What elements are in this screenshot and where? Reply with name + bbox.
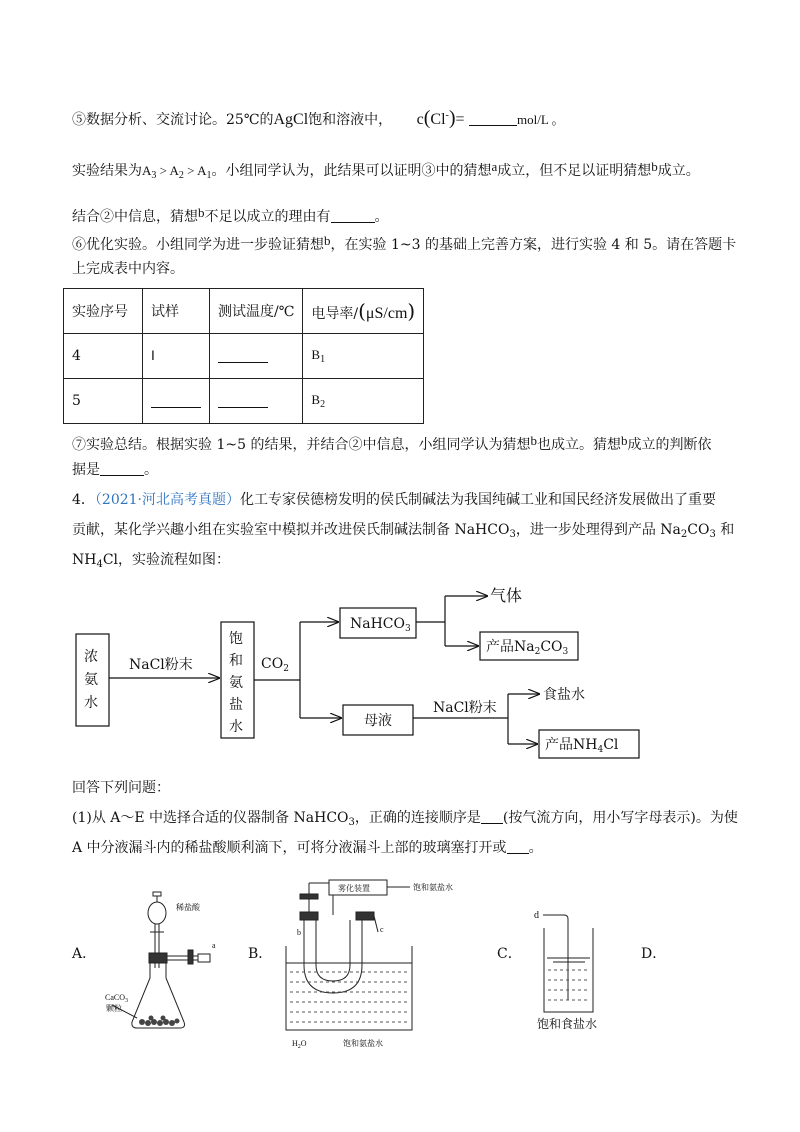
header-cell: 电导率/(μS/cm) <box>303 289 424 334</box>
q1-line2: A 中分液漏斗内的稀盐酸顺利滴下，可将分液漏斗上部的玻璃塞打开或 。 <box>72 840 543 856</box>
option-b-label[interactable]: B． <box>248 946 273 962</box>
brine-feed-label: 饱和氨盐水 <box>413 883 453 892</box>
port-a-label: a <box>212 941 216 950</box>
step5-line: ⑤数据分析、交流讨论。25℃的AgCl饱和溶液中， c(Cl-)= mol/L 。 <box>72 107 565 129</box>
product1-label: 产品$Na_2CO_3$ <box>486 639 569 657</box>
sat-char: 水 <box>229 719 243 735</box>
granule-label: 颗粒 <box>106 1004 122 1013</box>
q1-line1: (1)从 A～E 中选择合适的仪器制备 NaHCO$_3$，正确的连接顺序是 (按气流方向，用小写字母表示)。为使 <box>72 810 738 828</box>
result-line: 实验结果为$A_3 > A_2 > A_1$。小组同学认为，此结果可以证明③中的猜想a成立，但不足以证明猜想b成立。 <box>72 159 700 181</box>
header-cell: 测试温度/℃ <box>210 289 303 334</box>
table-row: 5 $B_2$ <box>64 379 424 424</box>
co2-label: $CO_2$ <box>261 656 289 674</box>
table-row: 4 Ⅰ $B_1$ <box>64 334 424 379</box>
a3-gt-a2-gt-a1: $A_3 > A_2 > A_1$ <box>142 163 212 181</box>
combine-line: 结合②中信息，猜想b不足以成立的理由有 。 <box>72 205 389 225</box>
q4-line3: $NH_4Cl$，实验流程如图： <box>72 552 231 570</box>
start-char: 浓 <box>84 649 98 665</box>
answer-intro: 回答下列问题： <box>72 780 170 796</box>
liquid-c-label: 饱和食盐水 <box>537 1017 598 1031</box>
header-cell: 实验序号 <box>64 289 143 334</box>
apparatus-b-drawing <box>286 880 412 1030</box>
nahco3-label: NaHCO$_3$ <box>350 616 411 634</box>
step7-line: ⑦实验总结。根据实验 1~5 的结果，并结合②中信息，小组同学认为猜想b也成立。猜想b成立的判断依 <box>72 433 712 453</box>
q4-line2: 贡献，某化学兴趣小组在实验室中模拟并改进侯氏制碱法制备 NaHCO$_3$，进一步处理得到产品 $Na_2CO_3$ 和 <box>72 522 735 540</box>
start-char: 氨 <box>84 672 98 688</box>
start-char: 水 <box>84 695 98 711</box>
step7-line2: 据是 。 <box>72 462 158 478</box>
caco3-label: CaCO$_3$ <box>105 993 128 1004</box>
nacl-label-2: NaCl粉末 <box>433 700 497 716</box>
funnel-label: 稀盐酸 <box>176 903 200 912</box>
step6-line2: 上完成表中内容。 <box>72 261 184 277</box>
gas-label: 气体 <box>490 586 523 605</box>
option-d-label[interactable]: D． <box>641 946 667 962</box>
sat-char: 盐 <box>229 697 243 713</box>
port-b-label: b <box>297 928 301 937</box>
liquid-b-label: 饱和氨盐水 <box>343 1039 383 1048</box>
apparatus-c-drawing <box>543 915 593 1012</box>
header-cell: 试样 <box>143 289 210 334</box>
step6-line: ⑥优化实验。小组同学为进一步验证猜想b，在实验 1~3 的基础上完善方案，进行实验 4 和 5。请在答题卡 <box>72 233 737 253</box>
cl-concentration-expr: c(Cl-)= <box>416 107 465 129</box>
sat-char: 饱 <box>229 631 243 647</box>
water-label: $H_2O$ <box>292 1039 307 1050</box>
port-c-label: c <box>380 925 384 934</box>
product2-label: 产品$NH_4Cl$ <box>545 737 619 755</box>
sat-char: 和 <box>229 653 243 669</box>
sat-char: 氨 <box>229 675 243 691</box>
atomizer-label: 雾化装置 <box>338 884 370 893</box>
brine-label: 食盐水 <box>543 687 585 703</box>
apparatus-a-drawing <box>112 892 210 1028</box>
mother-liquor-label: 母液 <box>364 713 392 729</box>
port-d-label: d <box>534 910 539 921</box>
option-a-label[interactable]: A． <box>72 946 97 962</box>
option-c-label[interactable]: C． <box>497 946 522 962</box>
source-tag[interactable]: （2021·河北高考真题） <box>94 492 241 508</box>
q4-line1: 4．（2021·河北高考真题）化工专家侯德榜发明的侯氏制碱法为我国纯碱工业和国民经济发展做出了重要 <box>72 492 717 508</box>
nacl-label: NaCl粉末 <box>129 657 193 673</box>
